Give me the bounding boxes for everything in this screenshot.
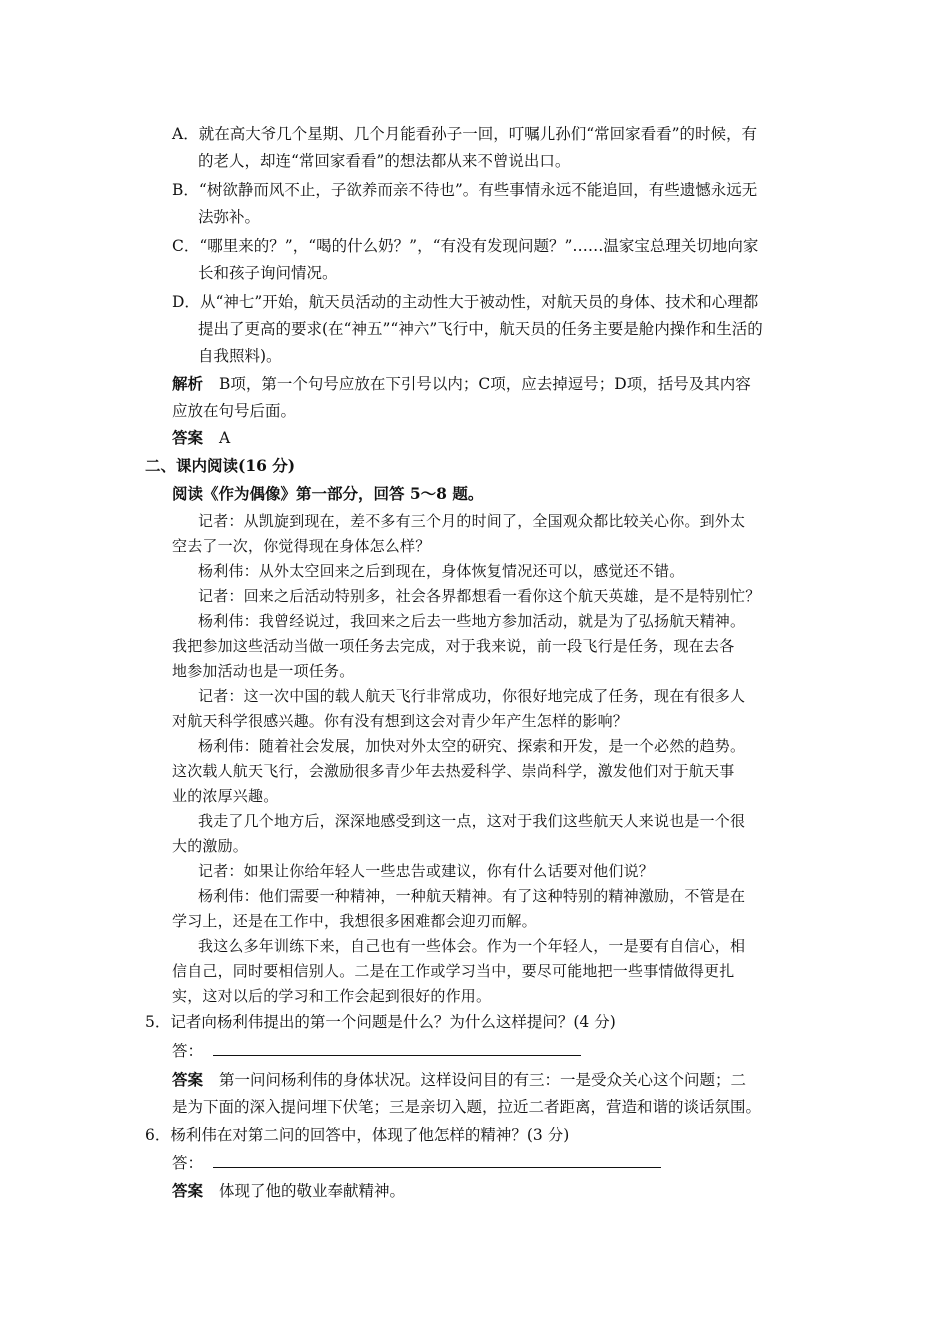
passage-line: 记者：如果让你给年轻人一些忠告或建议，你有什么话要对他们说？: [198, 862, 655, 880]
passage-line: 业的浓厚兴趣。: [172, 787, 279, 805]
q6-answer-line1: 答案 体现了他的敬业奉献精神。: [172, 1181, 406, 1200]
section-heading: 二、课内阅读(16 分): [145, 456, 296, 475]
q4-analysis-line2: 应放在句号后面。: [172, 402, 297, 420]
passage-line: 杨利伟：我曾经说过，我回来之后去一些地方参加活动，就是为了弘扬航天精神。: [198, 612, 746, 630]
option-a-line1: A．就在高大爷几个星期、几个月能看孙子一回，叮嘱儿孙们“常回家看看”的时候，有: [172, 125, 758, 143]
q5-answer-line2: 是为下面的深入提问埋下伏笔；三是亲切入题，拉近二者距离，营造和谐的谈话氛围。: [172, 1098, 762, 1116]
passage-line: 我走了几个地方后，深深地感受到这一点，这对于我们这些航天人来说也是一个很: [198, 812, 746, 830]
passage-line: 记者：从凯旋到现在，差不多有三个月的时间了，全国观众都比较关心你。到外太: [198, 512, 746, 530]
answer-label: 答案: [172, 428, 204, 447]
option-c-line1: C．“哪里来的？”，“喝的什么奶？”，“有没有发现问题？”……温家宝总理关切地向家: [172, 237, 759, 255]
q5-answer-line1: 答案 第一问问杨利伟的身体状况。这样设问目的有三：一是受众关心这个问题；二: [172, 1070, 747, 1089]
passage-line: 对航天科学很感兴趣。你有没有想到这会对青少年产生怎样的影响？: [172, 712, 629, 730]
passage-line: 空去了一次，你觉得现在身体怎么样？: [172, 537, 431, 555]
passage-line: 记者：这一次中国的载人航天飞行非常成功，你很好地完成了任务，现在有很多人: [198, 687, 746, 705]
passage-line: 地参加活动也是一项任务。: [172, 662, 355, 680]
q6-answer-field: 答：: [172, 1153, 661, 1173]
passage-line: 大的激励。: [172, 837, 249, 855]
q6-question: 6．杨利伟在对第二问的回答中，体现了他怎样的精神？(3 分): [145, 1126, 570, 1144]
q4-answer: 答案 A: [172, 428, 231, 447]
q6-answer-label: 答案: [172, 1181, 204, 1200]
passage-line: 实，这对以后的学习和工作会起到很好的作用。: [172, 987, 492, 1005]
option-c-line2: 长和孩子询问情况。: [198, 264, 338, 282]
q5-question: 5．记者向杨利伟提出的第一个问题是什么？为什么这样提问？(4 分): [145, 1013, 616, 1031]
analysis-label: 解析: [172, 374, 204, 393]
passage-line: 我这么多年训练下来，自己也有一些体会。作为一个年轻人，一是要有自信心，相: [198, 937, 746, 955]
option-b-line1: B．“树欲静而风不止，子欲养而亲不待也”。有些事情永远不能追回，有些遗憾永远无: [172, 181, 758, 199]
passage-line: 信自己，同时要相信别人。二是在工作或学习当中，要尽可能地把一些事情做得更扎: [172, 962, 735, 980]
passage-line: 杨利伟：他们需要一种精神，一种航天精神。有了这种特别的精神激励，不管是在: [198, 887, 746, 905]
passage-line: 记者：回来之后活动特别多，社会各界都想看一看你这个航天英雄，是不是特别忙？: [198, 587, 761, 605]
option-d-line2: 提出了更高的要求(在“神五”“神六”飞行中，航天员的任务主要是舱内操作和生活的: [198, 320, 763, 338]
section-instruction: 阅读《作为偶像》第一部分，回答 5～8 题。: [172, 484, 484, 503]
option-d-line3: 自我照料)。: [198, 347, 282, 365]
passage-line: 杨利伟：从外太空回来之后到现在，身体恢复情况还可以，感觉还不错。: [198, 562, 685, 580]
passage-line: 这次载人航天飞行，会激励很多青少年去热爱科学、崇尚科学，激发他们对于航天事: [172, 762, 735, 780]
q4-analysis-line1: 解析 B项，第一个句号应放在下引号以内；C项，应去掉逗号；D项，括号及其内容: [172, 374, 751, 393]
passage-line: 学习上，还是在工作中，我想很多困难都会迎刃而解。: [172, 912, 537, 930]
q5-answer-blank: [213, 1041, 581, 1056]
q5-answer-label: 答案: [172, 1070, 204, 1089]
passage-line: 杨利伟：随着社会发展，加快对外太空的研究、探索和开发，是一个必然的趋势。: [198, 737, 746, 755]
q5-answer-field: 答：: [172, 1041, 581, 1061]
option-b-line2: 法弥补。: [198, 208, 261, 226]
passage-line: 我把参加这些活动当做一项任务去完成，对于我来说，前一段飞行是任务，现在去各: [172, 637, 735, 655]
option-a-line2: 的老人，却连“常回家看看”的想法都从来不曾说出口。: [198, 152, 571, 170]
q6-answer-blank: [213, 1153, 661, 1168]
option-d-line1: D．从“神七”开始，航天员活动的主动性大于被动性，对航天员的身体、技术和心理都: [172, 293, 759, 311]
